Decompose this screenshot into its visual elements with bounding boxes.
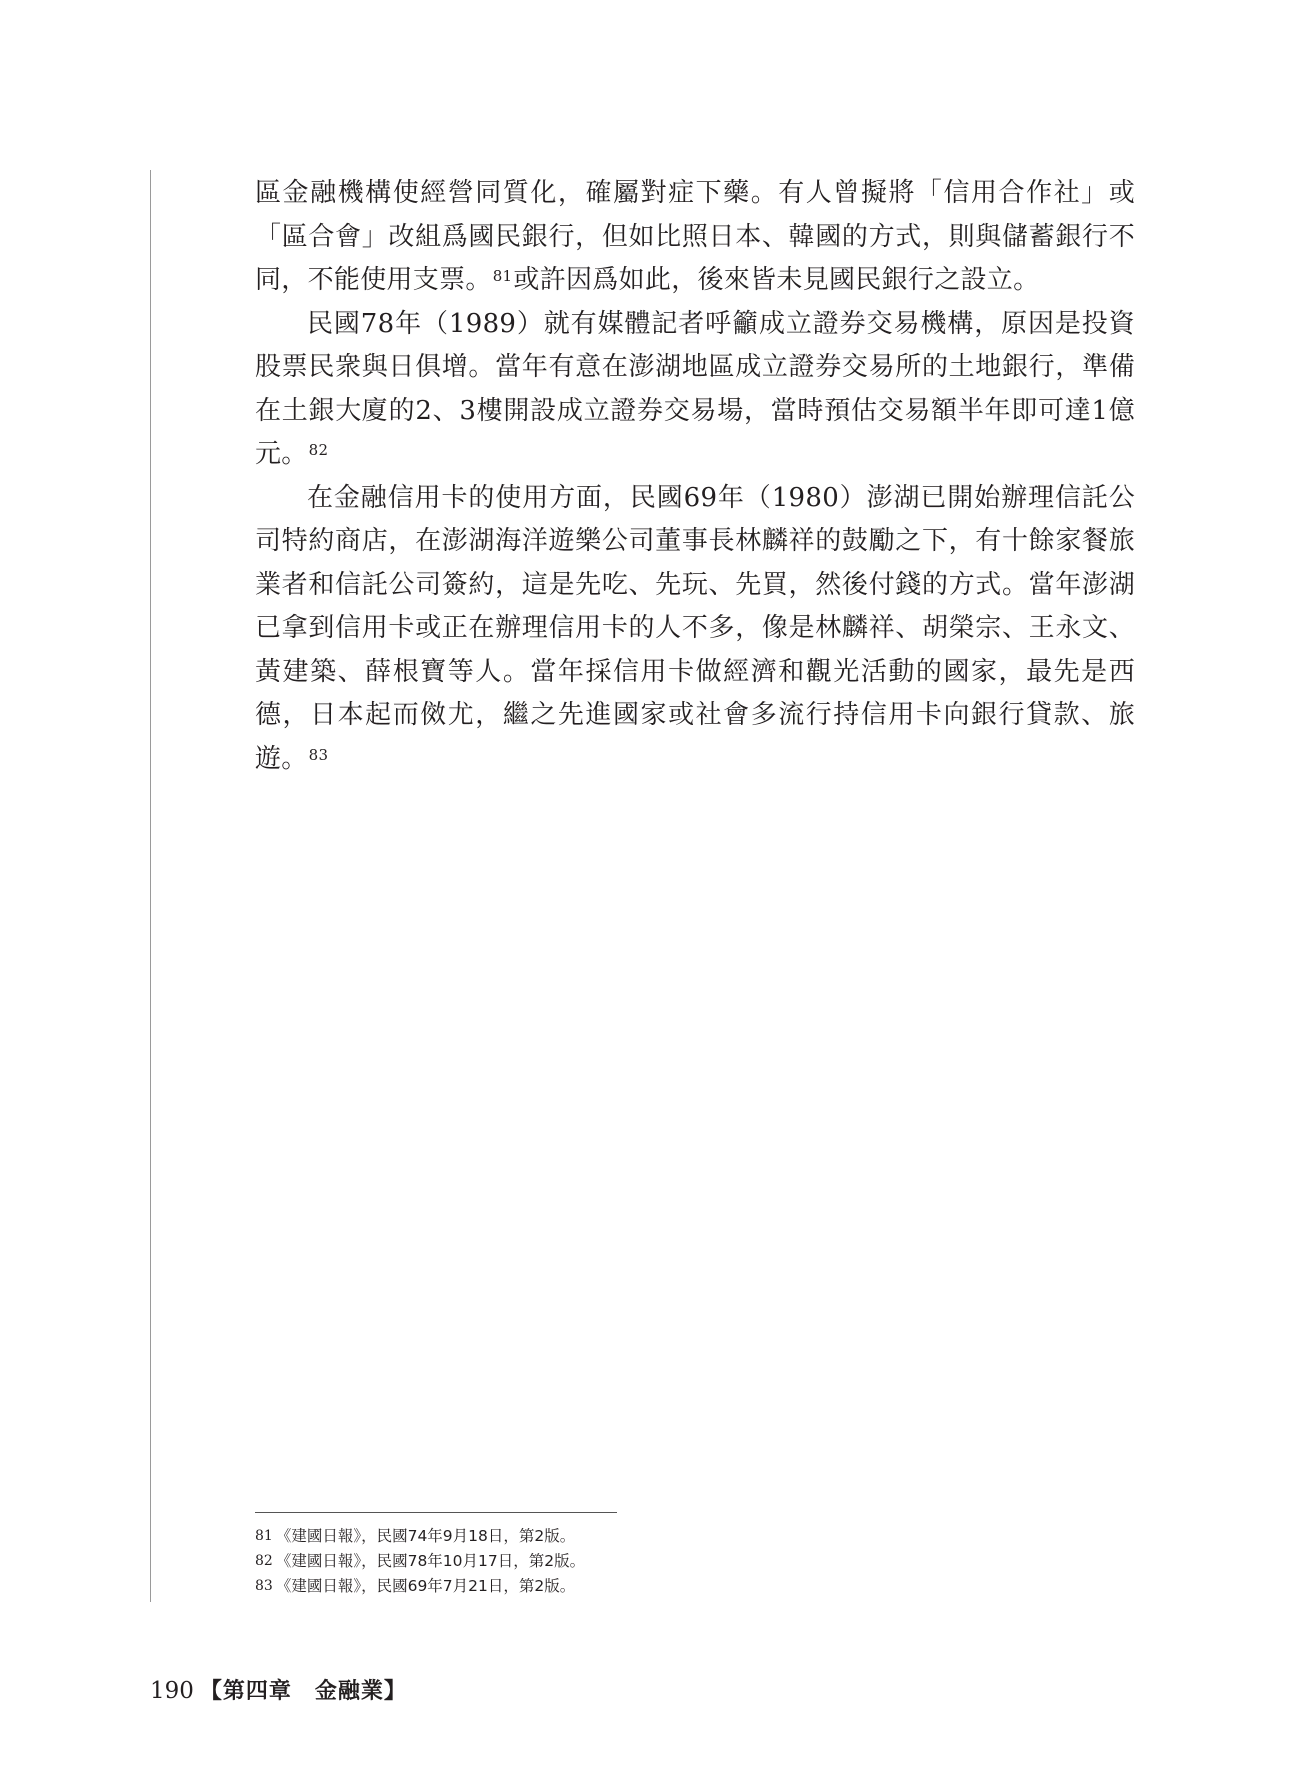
footnote-separator <box>255 1512 617 1513</box>
body-text <box>255 172 1135 781</box>
footnote-text: 《建國日報》，民國74年9月18日，第2版。 <box>275 1527 576 1545</box>
margin-rule <box>150 170 151 1602</box>
footnote-number: 83 <box>255 1578 273 1594</box>
footnote-text: 《建國日報》，民國78年10月17日，第2版。 <box>275 1552 586 1570</box>
paragraph-1 <box>255 172 1135 303</box>
footnote-number: 81 <box>255 1528 273 1544</box>
footnote-ref-81[interactable]: 81 <box>492 267 513 285</box>
paragraph-1-text: 區金融機構使經營同質化，確屬對症下藥。有人曾擬將「信用合作社」或「區合會」改組爲國民銀行，但如比照日本、韓國的方式，則與儲蓄銀行不同，不能使用支票。 <box>255 178 1135 295</box>
footnote-82 <box>255 1549 955 1574</box>
footnote-text: 《建國日報》，民國69年7月21日，第2版。 <box>275 1577 576 1595</box>
footnote-81 <box>255 1524 955 1549</box>
running-footer <box>150 1674 407 1705</box>
footnotes <box>255 1524 955 1599</box>
paragraph-2-text: 民國78年（1989）就有媒體記者呼籲成立證券交易機構，原因是投資股票民衆與日俱增。當年有意在澎湖地區成立證券交易所的土地銀行，準備在土銀大廈的2、3樓開設成立證券交易場，當時預估交易額半年即可達1億元。 <box>255 308 1135 469</box>
footnote-83 <box>255 1574 955 1599</box>
footnote-ref-82[interactable]: 82 <box>308 441 329 459</box>
footnote-ref-83[interactable]: 83 <box>308 745 329 764</box>
paragraph-3 <box>255 477 1135 782</box>
page-number: 190 <box>150 1678 194 1704</box>
paragraph-1-text-cont: 或許因爲如此，後來皆未見國民銀行之設立。 <box>513 265 1040 295</box>
chapter-title: 【第四章 金融業】 <box>199 1678 407 1704</box>
paragraph-2 <box>255 303 1135 477</box>
footnote-number: 82 <box>255 1553 273 1569</box>
paragraph-3-text: 在金融信用卡的使用方面，民國69年（1980）澎湖已開始辦理信託公司特約商店，在澎湖海洋遊樂公司董事長林麟祥的鼓勵之下，有十餘家餐旅業者和信託公司簽約，這是先吃、先玩、先買，然後付錢的方式。當年澎湖已拿到信用卡或正在辦理信用卡的人不多，像是林麟祥、胡榮宗、王永文、黃建築、薛根寶等人。當年採信用卡做經濟和觀光活動的國家，最先是西德，日本起而傚尤，繼之先進國家或社會多流行持信用卡向銀行貸款、旅遊。 <box>255 482 1135 774</box>
